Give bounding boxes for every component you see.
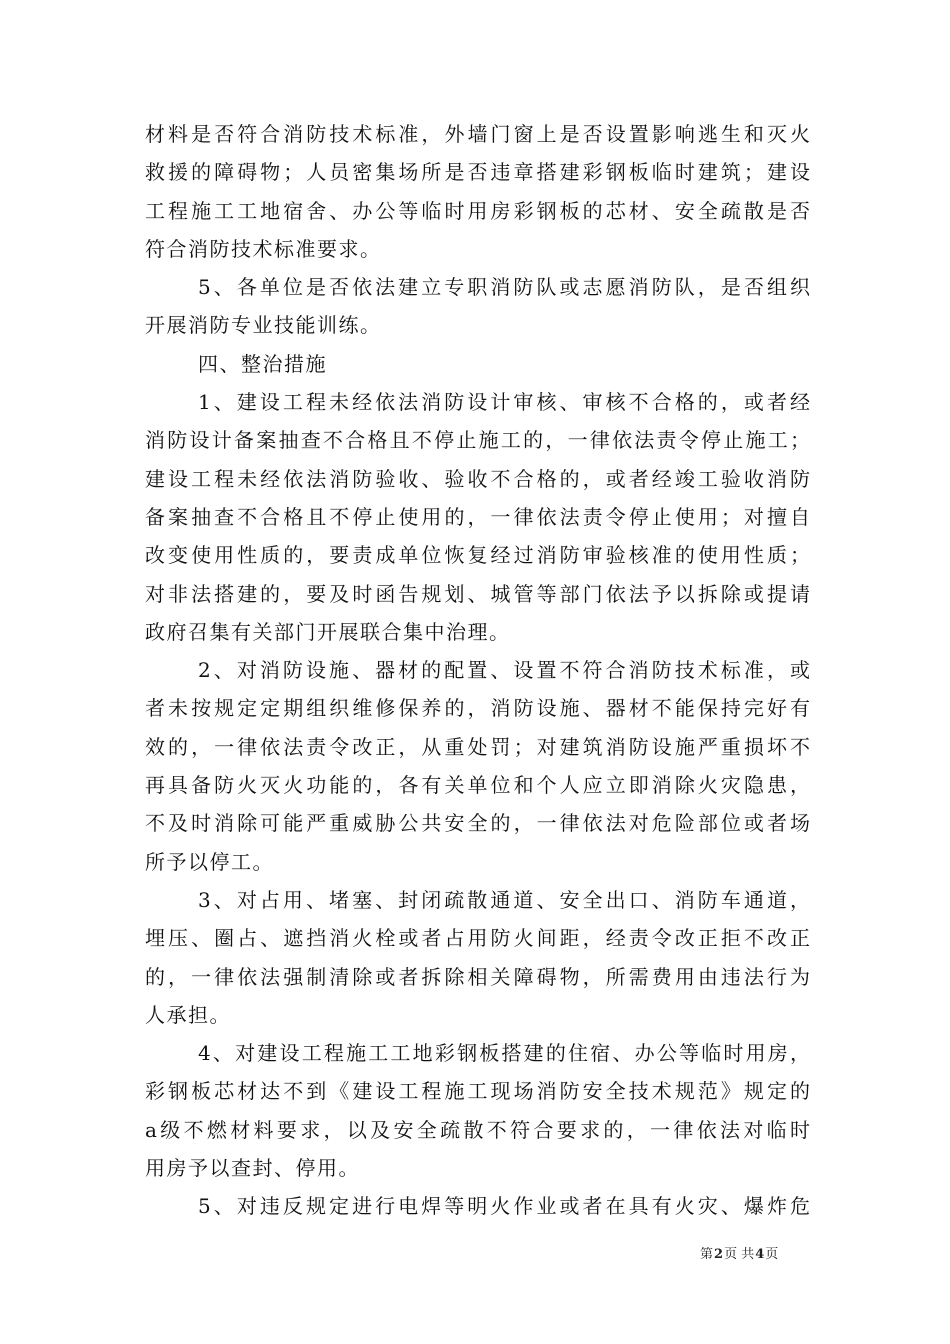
body-line: 5、各单位是否依法建立专职消防队或志愿消防队，是否组织 (198, 275, 810, 300)
body-line: 消防设计备案抽查不合格且不停止施工的，一律依法责令停止施工； (145, 428, 810, 453)
footer-suffix: 页 (765, 1247, 779, 1262)
total-pages-number: 4 (755, 1247, 765, 1262)
body-line: 3、对占用、堵塞、封闭疏散通道、安全出口、消防车通道， (198, 887, 810, 912)
body-line: 建设工程未经依法消防验收、验收不合格的，或者经竣工验收消防 (145, 466, 810, 491)
section-heading: 四、整治措施 (198, 351, 327, 376)
body-line: 不及时消除可能严重威胁公共安全的，一律依法对危险部位或者场 (145, 811, 810, 836)
body-line: 备案抽查不合格且不停止使用的，一律依法责令停止使用；对擅自 (145, 504, 810, 529)
footer-middle: 页 共 (724, 1247, 755, 1262)
body-line: 工程施工工地宿舍、办公等临时用房彩钢板的芯材、安全疏散是否 (145, 198, 810, 223)
body-line: 改变使用性质的，要责成单位恢复经过消防审验核准的使用性质； (145, 543, 810, 568)
body-line: 的，一律依法强制清除或者拆除相关障碍物，所需费用由违法行为 (145, 964, 810, 989)
footer-prefix: 第 (700, 1247, 714, 1262)
body-line: 用房予以查封、停用。 (145, 1156, 360, 1181)
body-line: 彩钢板芯材达不到《建设工程施工现场消防安全技术规范》规定的 (145, 1079, 810, 1104)
body-line: 符合消防技术标准要求。 (145, 236, 382, 261)
body-line: 者未按规定定期组织维修保养的，消防设施、器材不能保持完好有 (145, 696, 810, 721)
current-page-number: 2 (714, 1247, 724, 1262)
body-line: 5、对违反规定进行电焊等明火作业或者在具有火灾、爆炸危 (198, 1194, 810, 1219)
body-line: 1、建设工程未经依法消防设计审核、审核不合格的，或者经 (198, 390, 810, 415)
document-body (145, 115, 810, 1226)
body-line: 人承担。 (145, 1002, 231, 1027)
body-line: 救援的障碍物；人员密集场所是否违章搭建彩钢板临时建筑；建设 (145, 160, 810, 185)
body-line: 政府召集有关部门开展联合集中治理。 (145, 619, 511, 644)
body-line: 2、对消防设施、器材的配置、设置不符合消防技术标准，或 (198, 658, 810, 683)
body-line: 开展消防专业技能训练。 (145, 313, 382, 338)
body-line: 再具备防火灭火功能的，各有关单位和个人应立即消除火灾隐患， (145, 773, 810, 798)
page-number-footer (700, 1246, 860, 1264)
body-line: 埋压、圈占、遮挡消火栓或者占用防火间距，经责令改正拒不改正 (145, 926, 810, 951)
body-line: 对非法搭建的，要及时函告规划、城管等部门依法予以拆除或提请 (145, 581, 810, 606)
body-line: 材料是否符合消防技术标准，外墙门窗上是否设置影响逃生和灭火 (145, 122, 810, 146)
body-line: 所予以停工。 (145, 849, 274, 874)
body-line: a级不燃材料要求，以及安全疏散不符合要求的，一律依法对临时 (145, 1117, 810, 1142)
body-line: 4、对建设工程施工工地彩钢板搭建的住宿、办公等临时用房， (198, 1041, 810, 1066)
body-line: 效的，一律依法责令改正，从重处罚；对建筑消防设施严重损坏不 (145, 734, 810, 759)
